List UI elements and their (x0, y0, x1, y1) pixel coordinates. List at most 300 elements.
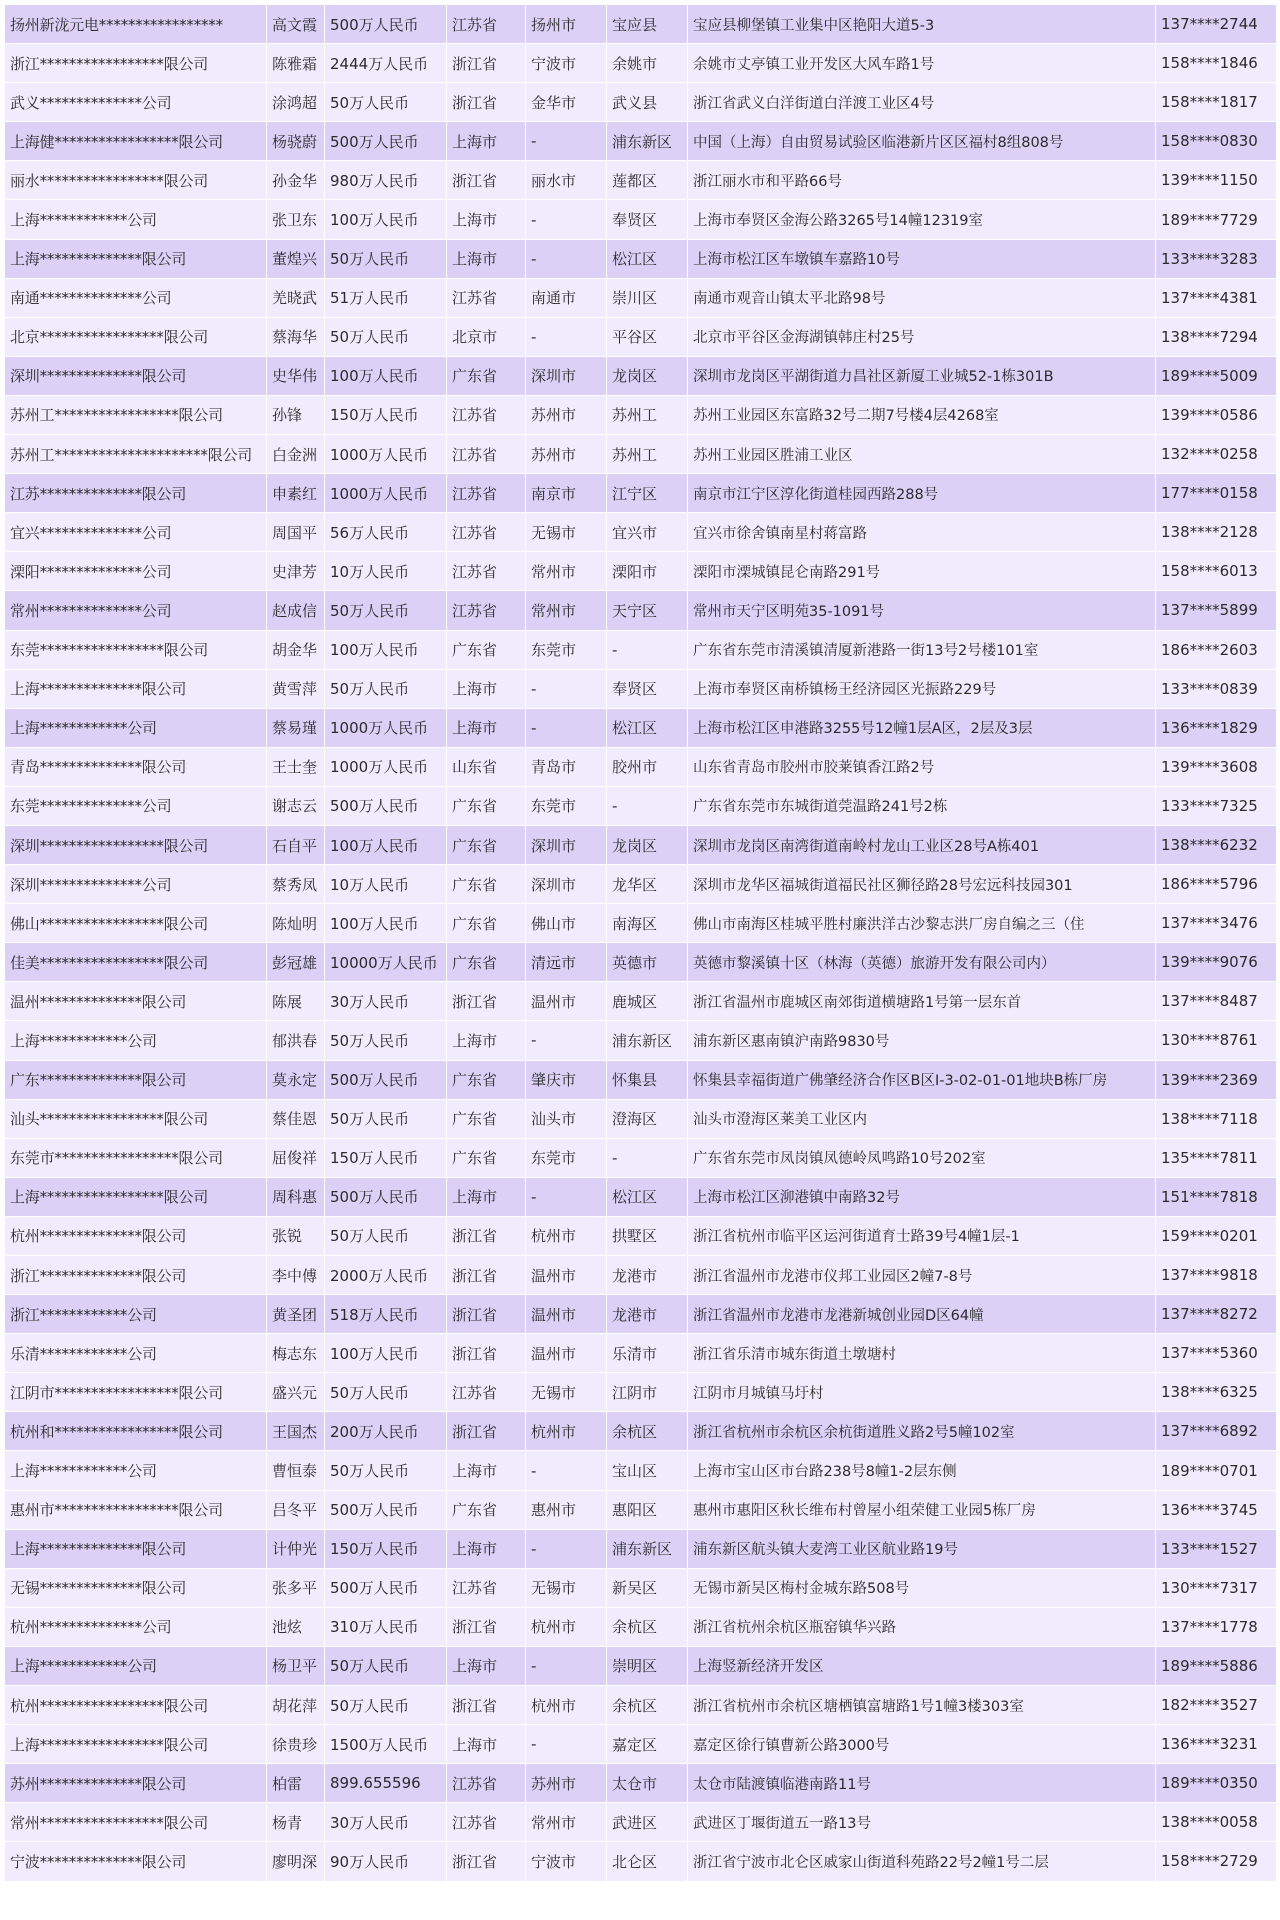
registered-capital-cell: 50万人民币 (325, 1646, 447, 1685)
table-row (5, 395, 1277, 434)
registered-capital-cell: 90万人民币 (325, 1842, 447, 1881)
city-cell: 东莞市 (526, 630, 607, 669)
province-cell: 上海市 (447, 239, 526, 278)
registered-capital-cell: 200万人民币 (325, 1412, 447, 1451)
city-cell: 扬州市 (526, 5, 607, 44)
province-cell: 广东省 (447, 865, 526, 904)
address-cell: 苏州工业园区东富路32号二期7号楼4层4268室 (688, 395, 1156, 434)
address-cell: 武进区丁堰街道五一路13号 (688, 1803, 1156, 1842)
phone-cell: 158****1846 (1156, 44, 1277, 83)
phone-cell: 189****0701 (1156, 1451, 1277, 1490)
table-row (5, 865, 1277, 904)
address-cell: 深圳市龙岗区平湖街道力昌社区新厦工业城52-1栋301B (688, 356, 1156, 395)
city-cell: - (526, 1529, 607, 1568)
district-cell: 江宁区 (607, 474, 688, 513)
contact-name-cell: 柏雷 (267, 1764, 325, 1803)
district-cell: 宜兴市 (607, 513, 688, 552)
province-cell: 广东省 (447, 1099, 526, 1138)
table-row (5, 786, 1277, 825)
company-name-cell: 武义**************公司 (5, 83, 267, 122)
registered-capital-cell: 100万人民币 (325, 356, 447, 395)
city-cell: - (526, 1646, 607, 1685)
address-cell: 北京市平谷区金海湖镇韩庄村25号 (688, 317, 1156, 356)
table-row (5, 83, 1277, 122)
table-row (5, 474, 1277, 513)
company-name-cell: 上海************公司 (5, 708, 267, 747)
table-row (5, 5, 1277, 44)
phone-cell: 130****7317 (1156, 1568, 1277, 1607)
contact-name-cell: 杨卫平 (267, 1646, 325, 1685)
province-cell: 浙江省 (447, 1842, 526, 1881)
table-row (5, 825, 1277, 864)
table-row (5, 44, 1277, 83)
district-cell: 溧阳市 (607, 552, 688, 591)
registered-capital-cell: 1000万人民币 (325, 708, 447, 747)
company-name-cell: 青岛**************限公司 (5, 747, 267, 786)
company-name-cell: 惠州市*****************限公司 (5, 1490, 267, 1529)
contact-name-cell: 计仲光 (267, 1529, 325, 1568)
province-cell: 山东省 (447, 747, 526, 786)
table-row (5, 708, 1277, 747)
company-table (4, 4, 1277, 1882)
province-cell: 浙江省 (447, 1607, 526, 1646)
phone-cell: 135****7811 (1156, 1138, 1277, 1177)
registered-capital-cell: 30万人民币 (325, 1803, 447, 1842)
contact-name-cell: 蔡易瑾 (267, 708, 325, 747)
contact-name-cell: 黄雪萍 (267, 669, 325, 708)
district-cell: 松江区 (607, 1177, 688, 1216)
company-name-cell: 无锡**************限公司 (5, 1568, 267, 1607)
province-cell: 浙江省 (447, 83, 526, 122)
company-name-cell: 浙江*****************限公司 (5, 44, 267, 83)
company-name-cell: 江阴市*****************限公司 (5, 1373, 267, 1412)
registered-capital-cell: 50万人民币 (325, 1099, 447, 1138)
city-cell: - (526, 200, 607, 239)
city-cell: 温州市 (526, 1256, 607, 1295)
district-cell: 龙华区 (607, 865, 688, 904)
district-cell: 武义县 (607, 83, 688, 122)
city-cell: - (526, 317, 607, 356)
company-name-cell: 苏州工*********************限公司 (5, 435, 267, 474)
company-name-cell: 乐清************公司 (5, 1334, 267, 1373)
city-cell: 深圳市 (526, 825, 607, 864)
registered-capital-cell: 310万人民币 (325, 1607, 447, 1646)
contact-name-cell: 王国杰 (267, 1412, 325, 1451)
district-cell: 余杭区 (607, 1607, 688, 1646)
province-cell: 广东省 (447, 1138, 526, 1177)
table-row (5, 747, 1277, 786)
company-name-cell: 杭州**************公司 (5, 1607, 267, 1646)
table-row (5, 669, 1277, 708)
contact-name-cell: 陈灿明 (267, 904, 325, 943)
province-cell: 广东省 (447, 904, 526, 943)
phone-cell: 133****7325 (1156, 786, 1277, 825)
city-cell: - (526, 1725, 607, 1764)
province-cell: 上海市 (447, 1529, 526, 1568)
table-row (5, 1334, 1277, 1373)
province-cell: 浙江省 (447, 1412, 526, 1451)
district-cell: 龙港市 (607, 1256, 688, 1295)
city-cell: 南通市 (526, 278, 607, 317)
table-row (5, 1177, 1277, 1216)
table-row (5, 200, 1277, 239)
address-cell: 江阴市月城镇马圩村 (688, 1373, 1156, 1412)
contact-name-cell: 盛兴元 (267, 1373, 325, 1412)
district-cell: 嘉定区 (607, 1725, 688, 1764)
registered-capital-cell: 10万人民币 (325, 552, 447, 591)
address-cell: 浙江省杭州市余杭区塘栖镇富塘路1号1幢3楼303室 (688, 1686, 1156, 1725)
contact-name-cell: 曹恒泰 (267, 1451, 325, 1490)
phone-cell: 177****0158 (1156, 474, 1277, 513)
address-cell: 中国（上海）自由贸易试验区临港新片区区福村8组808号 (688, 122, 1156, 161)
address-cell: 南京市江宁区淳化街道桂园西路288号 (688, 474, 1156, 513)
contact-name-cell: 涂鸿超 (267, 83, 325, 122)
city-cell: 金华市 (526, 83, 607, 122)
contact-name-cell: 周国平 (267, 513, 325, 552)
district-cell: 江阴市 (607, 1373, 688, 1412)
registered-capital-cell: 500万人民币 (325, 786, 447, 825)
address-cell: 佛山市南海区桂城平胜村廉洪洋古沙黎志洪厂房自编之三（住 (688, 904, 1156, 943)
phone-cell: 139****0586 (1156, 395, 1277, 434)
contact-name-cell: 黄圣团 (267, 1295, 325, 1334)
table-row (5, 982, 1277, 1021)
company-name-cell: 南通**************公司 (5, 278, 267, 317)
city-cell: 苏州市 (526, 395, 607, 434)
district-cell: 胶州市 (607, 747, 688, 786)
table-row (5, 1529, 1277, 1568)
registered-capital-cell: 50万人民币 (325, 591, 447, 630)
address-cell: 上海市奉贤区南桥镇杨王经济园区光振路229号 (688, 669, 1156, 708)
registered-capital-cell: 500万人民币 (325, 1490, 447, 1529)
table-row (5, 1412, 1277, 1451)
registered-capital-cell: 50万人民币 (325, 1686, 447, 1725)
address-cell: 浙江省温州市鹿城区南郊街道横塘路1号第一层东首 (688, 982, 1156, 1021)
table-row (5, 122, 1277, 161)
district-cell: 北仑区 (607, 1842, 688, 1881)
district-cell: 崇川区 (607, 278, 688, 317)
district-cell: 龙岗区 (607, 825, 688, 864)
table-row (5, 1842, 1277, 1881)
registered-capital-cell: 150万人民币 (325, 1529, 447, 1568)
company-name-cell: 丽水*****************限公司 (5, 161, 267, 200)
company-name-cell: 东莞**************公司 (5, 786, 267, 825)
table-row (5, 1295, 1277, 1334)
contact-name-cell: 池炫 (267, 1607, 325, 1646)
city-cell: 宁波市 (526, 44, 607, 83)
registered-capital-cell: 50万人民币 (325, 317, 447, 356)
phone-cell: 137****4381 (1156, 278, 1277, 317)
city-cell: 常州市 (526, 1803, 607, 1842)
province-cell: 江苏省 (447, 1373, 526, 1412)
company-name-cell: 溧阳**************公司 (5, 552, 267, 591)
company-name-cell: 深圳*****************限公司 (5, 825, 267, 864)
district-cell: 崇明区 (607, 1646, 688, 1685)
district-cell: - (607, 630, 688, 669)
contact-name-cell: 蔡佳恩 (267, 1099, 325, 1138)
registered-capital-cell: 10万人民币 (325, 865, 447, 904)
district-cell: 松江区 (607, 239, 688, 278)
province-cell: 上海市 (447, 122, 526, 161)
district-cell: 苏州工 (607, 395, 688, 434)
district-cell: 莲都区 (607, 161, 688, 200)
contact-name-cell: 廖明深 (267, 1842, 325, 1881)
contact-name-cell: 羌晓武 (267, 278, 325, 317)
contact-name-cell: 赵成信 (267, 591, 325, 630)
registered-capital-cell: 500万人民币 (325, 122, 447, 161)
table-row (5, 435, 1277, 474)
phone-cell: 132****0258 (1156, 435, 1277, 474)
table-row (5, 943, 1277, 982)
district-cell: 宝应县 (607, 5, 688, 44)
contact-name-cell: 史津芳 (267, 552, 325, 591)
contact-name-cell: 张卫东 (267, 200, 325, 239)
address-cell: 嘉定区徐行镇曹新公路3000号 (688, 1725, 1156, 1764)
district-cell: 奉贤区 (607, 669, 688, 708)
contact-name-cell: 杨骁蔚 (267, 122, 325, 161)
registered-capital-cell: 500万人民币 (325, 1060, 447, 1099)
address-cell: 上海市宝山区市台路238号8幢1-2层东侧 (688, 1451, 1156, 1490)
company-name-cell: 上海*****************限公司 (5, 1725, 267, 1764)
phone-cell: 182****3527 (1156, 1686, 1277, 1725)
district-cell: 天宁区 (607, 591, 688, 630)
registered-capital-cell: 51万人民币 (325, 278, 447, 317)
contact-name-cell: 王士奎 (267, 747, 325, 786)
contact-name-cell: 徐贵珍 (267, 1725, 325, 1764)
registered-capital-cell: 1000万人民币 (325, 435, 447, 474)
city-cell: - (526, 239, 607, 278)
city-cell: - (526, 708, 607, 747)
phone-cell: 137****8272 (1156, 1295, 1277, 1334)
company-name-cell: 汕头*****************限公司 (5, 1099, 267, 1138)
company-name-cell: 佛山*****************限公司 (5, 904, 267, 943)
province-cell: 浙江省 (447, 1256, 526, 1295)
address-cell: 浦东新区航头镇大麦湾工业区航业路19号 (688, 1529, 1156, 1568)
table-row (5, 1060, 1277, 1099)
province-cell: 北京市 (447, 317, 526, 356)
city-cell: 宁波市 (526, 1842, 607, 1881)
city-cell: 东莞市 (526, 786, 607, 825)
address-cell: 浙江省宁波市北仑区戚家山街道科苑路22号2幢1号二层 (688, 1842, 1156, 1881)
city-cell: 杭州市 (526, 1686, 607, 1725)
contact-name-cell: 胡金华 (267, 630, 325, 669)
company-name-cell: 宜兴**************公司 (5, 513, 267, 552)
province-cell: 浙江省 (447, 1686, 526, 1725)
contact-name-cell: 周科惠 (267, 1177, 325, 1216)
contact-name-cell: 孙金华 (267, 161, 325, 200)
city-cell: 杭州市 (526, 1412, 607, 1451)
province-cell: 广东省 (447, 786, 526, 825)
city-cell: 深圳市 (526, 865, 607, 904)
district-cell: 新吴区 (607, 1568, 688, 1607)
registered-capital-cell: 500万人民币 (325, 1568, 447, 1607)
table-row (5, 1256, 1277, 1295)
province-cell: 上海市 (447, 1021, 526, 1060)
phone-cell: 137****8487 (1156, 982, 1277, 1021)
phone-cell: 137****3476 (1156, 904, 1277, 943)
district-cell: 太仓市 (607, 1764, 688, 1803)
contact-name-cell: 蔡海华 (267, 317, 325, 356)
company-name-cell: 深圳**************公司 (5, 865, 267, 904)
district-cell: 武进区 (607, 1803, 688, 1842)
address-cell: 汕头市澄海区莱美工业区内 (688, 1099, 1156, 1138)
province-cell: 广东省 (447, 630, 526, 669)
contact-name-cell: 杨青 (267, 1803, 325, 1842)
registered-capital-cell: 500万人民币 (325, 1177, 447, 1216)
phone-cell: 137****5899 (1156, 591, 1277, 630)
address-cell: 浦东新区惠南镇沪南路9830号 (688, 1021, 1156, 1060)
phone-cell: 137****9818 (1156, 1256, 1277, 1295)
phone-cell: 138****7294 (1156, 317, 1277, 356)
company-name-cell: 浙江************公司 (5, 1295, 267, 1334)
registered-capital-cell: 980万人民币 (325, 161, 447, 200)
phone-cell: 133****0839 (1156, 669, 1277, 708)
contact-name-cell: 胡花萍 (267, 1686, 325, 1725)
contact-name-cell: 白金洲 (267, 435, 325, 474)
district-cell: 奉贤区 (607, 200, 688, 239)
city-cell: 常州市 (526, 591, 607, 630)
contact-name-cell: 梅志东 (267, 1334, 325, 1373)
province-cell: 上海市 (447, 200, 526, 239)
province-cell: 江苏省 (447, 474, 526, 513)
phone-cell: 138****6232 (1156, 825, 1277, 864)
address-cell: 怀集县幸福街道广佛肇经济合作区B区I-3-02-01-01地块B栋厂房 (688, 1060, 1156, 1099)
registered-capital-cell: 10000万人民币 (325, 943, 447, 982)
city-cell: 杭州市 (526, 1607, 607, 1646)
phone-cell: 133****1527 (1156, 1529, 1277, 1568)
district-cell: 英德市 (607, 943, 688, 982)
company-name-cell: 上海************公司 (5, 1646, 267, 1685)
province-cell: 广东省 (447, 943, 526, 982)
phone-cell: 151****7818 (1156, 1177, 1277, 1216)
company-name-cell: 苏州工*****************限公司 (5, 395, 267, 434)
company-name-cell: 深圳**************限公司 (5, 356, 267, 395)
district-cell: 龙港市 (607, 1295, 688, 1334)
registered-capital-cell: 30万人民币 (325, 982, 447, 1021)
registered-capital-cell: 1000万人民币 (325, 474, 447, 513)
province-cell: 江苏省 (447, 591, 526, 630)
district-cell: 松江区 (607, 708, 688, 747)
company-name-cell: 常州*****************限公司 (5, 1803, 267, 1842)
contact-name-cell: 彭冠雄 (267, 943, 325, 982)
address-cell: 常州市天宁区明苑35-1091号 (688, 591, 1156, 630)
phone-cell: 158****2729 (1156, 1842, 1277, 1881)
address-cell: 浙江省温州市龙港市龙港新城创业园D区64幢 (688, 1295, 1156, 1334)
province-cell: 浙江省 (447, 982, 526, 1021)
phone-cell: 137****1778 (1156, 1607, 1277, 1646)
address-cell: 广东省东莞市清溪镇清厦新港路一街13号2号楼101室 (688, 630, 1156, 669)
table-row (5, 1490, 1277, 1529)
province-cell: 广东省 (447, 825, 526, 864)
address-cell: 南通市观音山镇太平北路98号 (688, 278, 1156, 317)
table-row (5, 1803, 1277, 1842)
company-name-cell: 上海*****************限公司 (5, 1177, 267, 1216)
city-cell: 常州市 (526, 552, 607, 591)
contact-name-cell: 孙锋 (267, 395, 325, 434)
registered-capital-cell: 50万人民币 (325, 239, 447, 278)
phone-cell: 138****7118 (1156, 1099, 1277, 1138)
province-cell: 上海市 (447, 1646, 526, 1685)
address-cell: 浙江丽水市和平路66号 (688, 161, 1156, 200)
registered-capital-cell: 518万人民币 (325, 1295, 447, 1334)
table-row (5, 1216, 1277, 1255)
city-cell: 无锡市 (526, 513, 607, 552)
contact-name-cell: 陈雅霜 (267, 44, 325, 83)
district-cell: - (607, 1138, 688, 1177)
province-cell: 浙江省 (447, 161, 526, 200)
contact-name-cell: 莫永定 (267, 1060, 325, 1099)
phone-cell: 139****9076 (1156, 943, 1277, 982)
district-cell: 拱墅区 (607, 1216, 688, 1255)
address-cell: 宜兴市徐舍镇南星村蒋富路 (688, 513, 1156, 552)
district-cell: 南海区 (607, 904, 688, 943)
company-name-cell: 东莞*****************限公司 (5, 630, 267, 669)
company-name-cell: 上海************公司 (5, 200, 267, 239)
address-cell: 无锡市新吴区梅村金城东路508号 (688, 1568, 1156, 1607)
phone-cell: 137****6892 (1156, 1412, 1277, 1451)
province-cell: 浙江省 (447, 1295, 526, 1334)
contact-name-cell: 李中傅 (267, 1256, 325, 1295)
table-row (5, 161, 1277, 200)
table-row (5, 1725, 1277, 1764)
phone-cell: 158****6013 (1156, 552, 1277, 591)
company-name-cell: 江苏**************限公司 (5, 474, 267, 513)
company-name-cell: 东莞市*****************限公司 (5, 1138, 267, 1177)
province-cell: 江苏省 (447, 1568, 526, 1607)
address-cell: 浙江省杭州市临平区运河街道育士路39号4幢1层-1 (688, 1216, 1156, 1255)
phone-cell: 138****6325 (1156, 1373, 1277, 1412)
phone-cell: 137****2744 (1156, 5, 1277, 44)
city-cell: - (526, 122, 607, 161)
phone-cell: 137****5360 (1156, 1334, 1277, 1373)
province-cell: 江苏省 (447, 1764, 526, 1803)
registered-capital-cell: 150万人民币 (325, 1138, 447, 1177)
table-row (5, 1021, 1277, 1060)
address-cell: 山东省青岛市胶州市胶莱镇香江路2号 (688, 747, 1156, 786)
address-cell: 宝应县柳堡镇工业集中区艳阳大道5-3 (688, 5, 1156, 44)
district-cell: 宝山区 (607, 1451, 688, 1490)
registered-capital-cell: 50万人民币 (325, 83, 447, 122)
registered-capital-cell: 100万人民币 (325, 904, 447, 943)
city-cell: 惠州市 (526, 1490, 607, 1529)
province-cell: 广东省 (447, 1060, 526, 1099)
province-cell: 上海市 (447, 1177, 526, 1216)
district-cell: 平谷区 (607, 317, 688, 356)
company-name-cell: 扬州新泷元电***************** (5, 5, 267, 44)
registered-capital-cell: 150万人民币 (325, 395, 447, 434)
province-cell: 江苏省 (447, 1803, 526, 1842)
district-cell: 浦东新区 (607, 1021, 688, 1060)
phone-cell: 158****0830 (1156, 122, 1277, 161)
province-cell: 浙江省 (447, 1334, 526, 1373)
contact-name-cell: 陈展 (267, 982, 325, 1021)
contact-name-cell: 董煌兴 (267, 239, 325, 278)
address-cell: 浙江省乐清市城东街道土墩塘村 (688, 1334, 1156, 1373)
contact-name-cell: 张锐 (267, 1216, 325, 1255)
table-body (5, 5, 1277, 1882)
contact-name-cell: 石自平 (267, 825, 325, 864)
phone-cell: 136****3231 (1156, 1725, 1277, 1764)
table-row (5, 1607, 1277, 1646)
city-cell: 深圳市 (526, 356, 607, 395)
city-cell: - (526, 1451, 607, 1490)
company-name-cell: 杭州和*****************限公司 (5, 1412, 267, 1451)
district-cell: 余姚市 (607, 44, 688, 83)
registered-capital-cell: 56万人民币 (325, 513, 447, 552)
province-cell: 江苏省 (447, 435, 526, 474)
table-row (5, 356, 1277, 395)
phone-cell: 136****1829 (1156, 708, 1277, 747)
address-cell: 太仓市陆渡镇临港南路11号 (688, 1764, 1156, 1803)
